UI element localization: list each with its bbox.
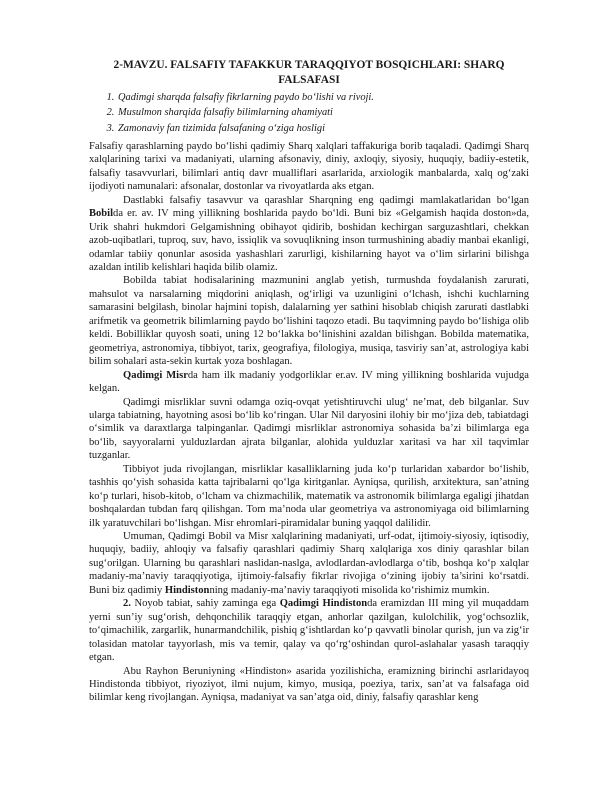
paragraph-text: da ham ilk madaniy yodgorliklar er.av. IV ming yillikning boshlarida vujudga kelgan.	[89, 369, 529, 395]
outline-item: 1. Qadimgi sharqda falsafiy fikrlarning paydo bo‘lishi va rivoji.	[117, 90, 529, 105]
highlighted-term: Qadimgi Misr	[123, 369, 188, 381]
highlighted-term: Bobil	[89, 208, 114, 220]
document-title: 2-MAVZU. FALSAFIY TAFAKKUR TARAQQIYOT BOSQICHLARI: SHARQ FALSAFASI	[113, 59, 505, 86]
paragraph	[89, 396, 529, 463]
paragraph-text: Noyob tabiat, sahiy zaminga ega	[130, 598, 280, 610]
paragraph-text: Tibbiyot juda rivojlangan, misrliklar kasalliklarning juda ko‘p turlaridan xabardor bo‘lishib, tashhis qo‘yish sohasida katta tajribalarni qo‘lga kiritganlar. Ayniqsa, qurilish, arxitektura, san’atning ko‘p turlari, hisob-kitob, o‘lcham va chizmachilik, matematik va astronomik bilimlarga egaligi jihatdan boshqalardan tubdan farq qilishgan. Tom ma’noda ular geometriya va astronomiyaga oid bilimlarning ilk yaratuvchilari bo‘lishgan. Misr ehromlari-piramidalar buning yaqqol dalilidir.	[89, 463, 529, 529]
paragraph-text: Qadimgi misrliklar suvni odamga oziq-ovqat yetishtiruvchi ulug‘ ne’mat, deb bilganlar. Suv ularga tabiatning, hayotning asosi bo‘lib ko‘ringan. Ular Nil daryosini ilohiy bir mo‘jiza deb, tabiatdagi o‘simlik va daraxtlarga talpinganlar. Qadimgi misrliklar astronomiya sohasida ba’zi bilimlarga ega bo‘lib, sayyoralarni yulduzlardan ajrata bilganlar, alohida yulduzlar xaritasi va har xil taqvimlar tuzganlar.	[89, 396, 529, 462]
paragraph-text: Abu Rayhon Beruniyning «Hindiston» asarida yozilishicha, eramizning birinchi asrlaridayoq Hindistonda tibbiyot, riyoziyot, ilmi nujum, kimyo, musiqa, poeziya, tarix, san’at va falsafaga oid bilimlar keng rivojlangan. Ayniqsa, madaniyat va san’atga oid, diniy, falsafiy qarashlar keng	[89, 665, 529, 704]
outline-item: 3. Zamonaviy fan tizimida falsafaning o‘ziga hosligi	[117, 121, 529, 136]
paragraph	[89, 274, 529, 368]
paragraph-text: Falsafiy qarashlarning paydo bo‘lishi qadimiy Sharq xalqlari taffakuriga borib taqaladi. Qadimgi Sharq xalqlarining tarixi va madaniyati, ularning afsonaviy, diniy, axloqiy, siyosiy, huquqiy, badiiy-estetik, falsafiy tasavvurlari, bilimlari antiq davr mualliflari asarlarida, arxiologik manbalarda, xalq og‘zaki ijodiyoti namunalari: afsonalar, dostonlar va rivoyatlarda aks etgan.	[89, 140, 529, 193]
paragraph	[89, 597, 529, 664]
paragraph-text: da er. av. IV ming yillikning boshlarida paydo bo‘ldi. Buni biz «Gelgamish haqida doston»da, Urik shahri hukmdori Gelgamishning obihayot qidirib, boshidan kechirgan sarguzashtlari, chekkan azob-uqibatlari, tuproq, suv, havo, issiqlik va sovuqlikning inson turmushining abadiy manbai ekanligi, odamlar tabiiy qonunlar asosida yashashlari zarurligi, kishilarning hayot va o‘lim sirlarini bilishga azaldan intilib kelishlari haqida bilib olamiz.	[89, 208, 529, 273]
paragraph-text: Umuman, Qadimgi Bobil va Misr xalqlarining madaniyati, urf-odat, ijtimoiy-siyosiy, iqtisodiy, huquqiy, badiiy, ahloqiy va falsafiy qarashlari qadimiy Sharq xalqlariga xos diniy qarashlar bilan sug‘orilgan. Ularning bu qarashlari naslidan-naslga, avlodlardan-avlodlarga o‘tib, boshqa ko‘p xalqlar madaniy-ma’naviy taraqqiyotiga, ijtimoiy-falsafiy fikrlar rivojiga o‘zining ijobiy ta’sirini ko‘rsatdi. Buni biz qadimiy	[89, 531, 529, 596]
outline-item: 2. Musulmon sharqida falsafiy bilimlarning ahamiyati	[117, 105, 529, 120]
paragraph	[89, 665, 529, 705]
paragraph	[89, 369, 529, 396]
paragraph-text: ning madaniy-ma’naviy taraqqiyoti misolida ko‘rishimiz mumkin.	[209, 584, 490, 596]
highlighted-term: Qadimgi Hindiston	[279, 598, 368, 610]
paragraph	[89, 530, 529, 597]
paragraph	[89, 463, 529, 530]
paragraph-text: da eramizdan III ming yil muqaddam yerni sun’iy sug‘orish, dehqonchilik taraqqiy etgan, anhorlar qazilgan, kulolchilik, yog‘ochsozlik, to‘qimachilik, zargarlik, hunarmandchilik, pishiq g‘ishtlardan ko‘p qavvatli binolar qurish, jun va zig‘ir tolasidan matolar tayyorlash, mis va temir, qalay va qo‘rg‘oshindan qurol-aslahalar yasash taraqqiy etgan.	[89, 598, 530, 664]
document-page	[89, 0, 529, 705]
topic-outline	[89, 90, 529, 136]
section-number: 2.	[123, 598, 131, 610]
paragraph-text: Bobilda tabiat hodisalarining mazmunini anglab yetish, turmushda foydalanish zarurati, mahsulot va narsalarning miqdorini aniqlash, og‘irligi va uzunligini o‘lchash, ishchi kuchlarning samarasini belgilash, binolar hajmini topish, dalalarning yer sathini hisoblab chiqish zarurati dastlabki arifmetik va geometrik bilimlarning paydo bo‘lishini taqozo etadi. Bu taqvimning paydo bo‘lishiga olib keldi. Bobilliklar quyosh soati, uning 12 bo‘lakka bo‘linishini azaldan bilishgan. Bobilda matematika, geometriya, astronomiya, tibbiyot, tarix, geografiya, filologiya, musiqa, tasviriy san’at, astrologiya kabi bilim sohalari asta-sekin kurtak yoza boshlagan.	[89, 275, 529, 368]
paragraph-text: Dastlabki falsafiy tasavvur va qarashlar Sharqning eng qadimgi mamlakatlaridan bo‘lgan	[123, 194, 529, 206]
paragraph	[89, 140, 529, 194]
paragraph	[89, 194, 529, 275]
highlighted-term: Hindiston	[164, 584, 210, 596]
